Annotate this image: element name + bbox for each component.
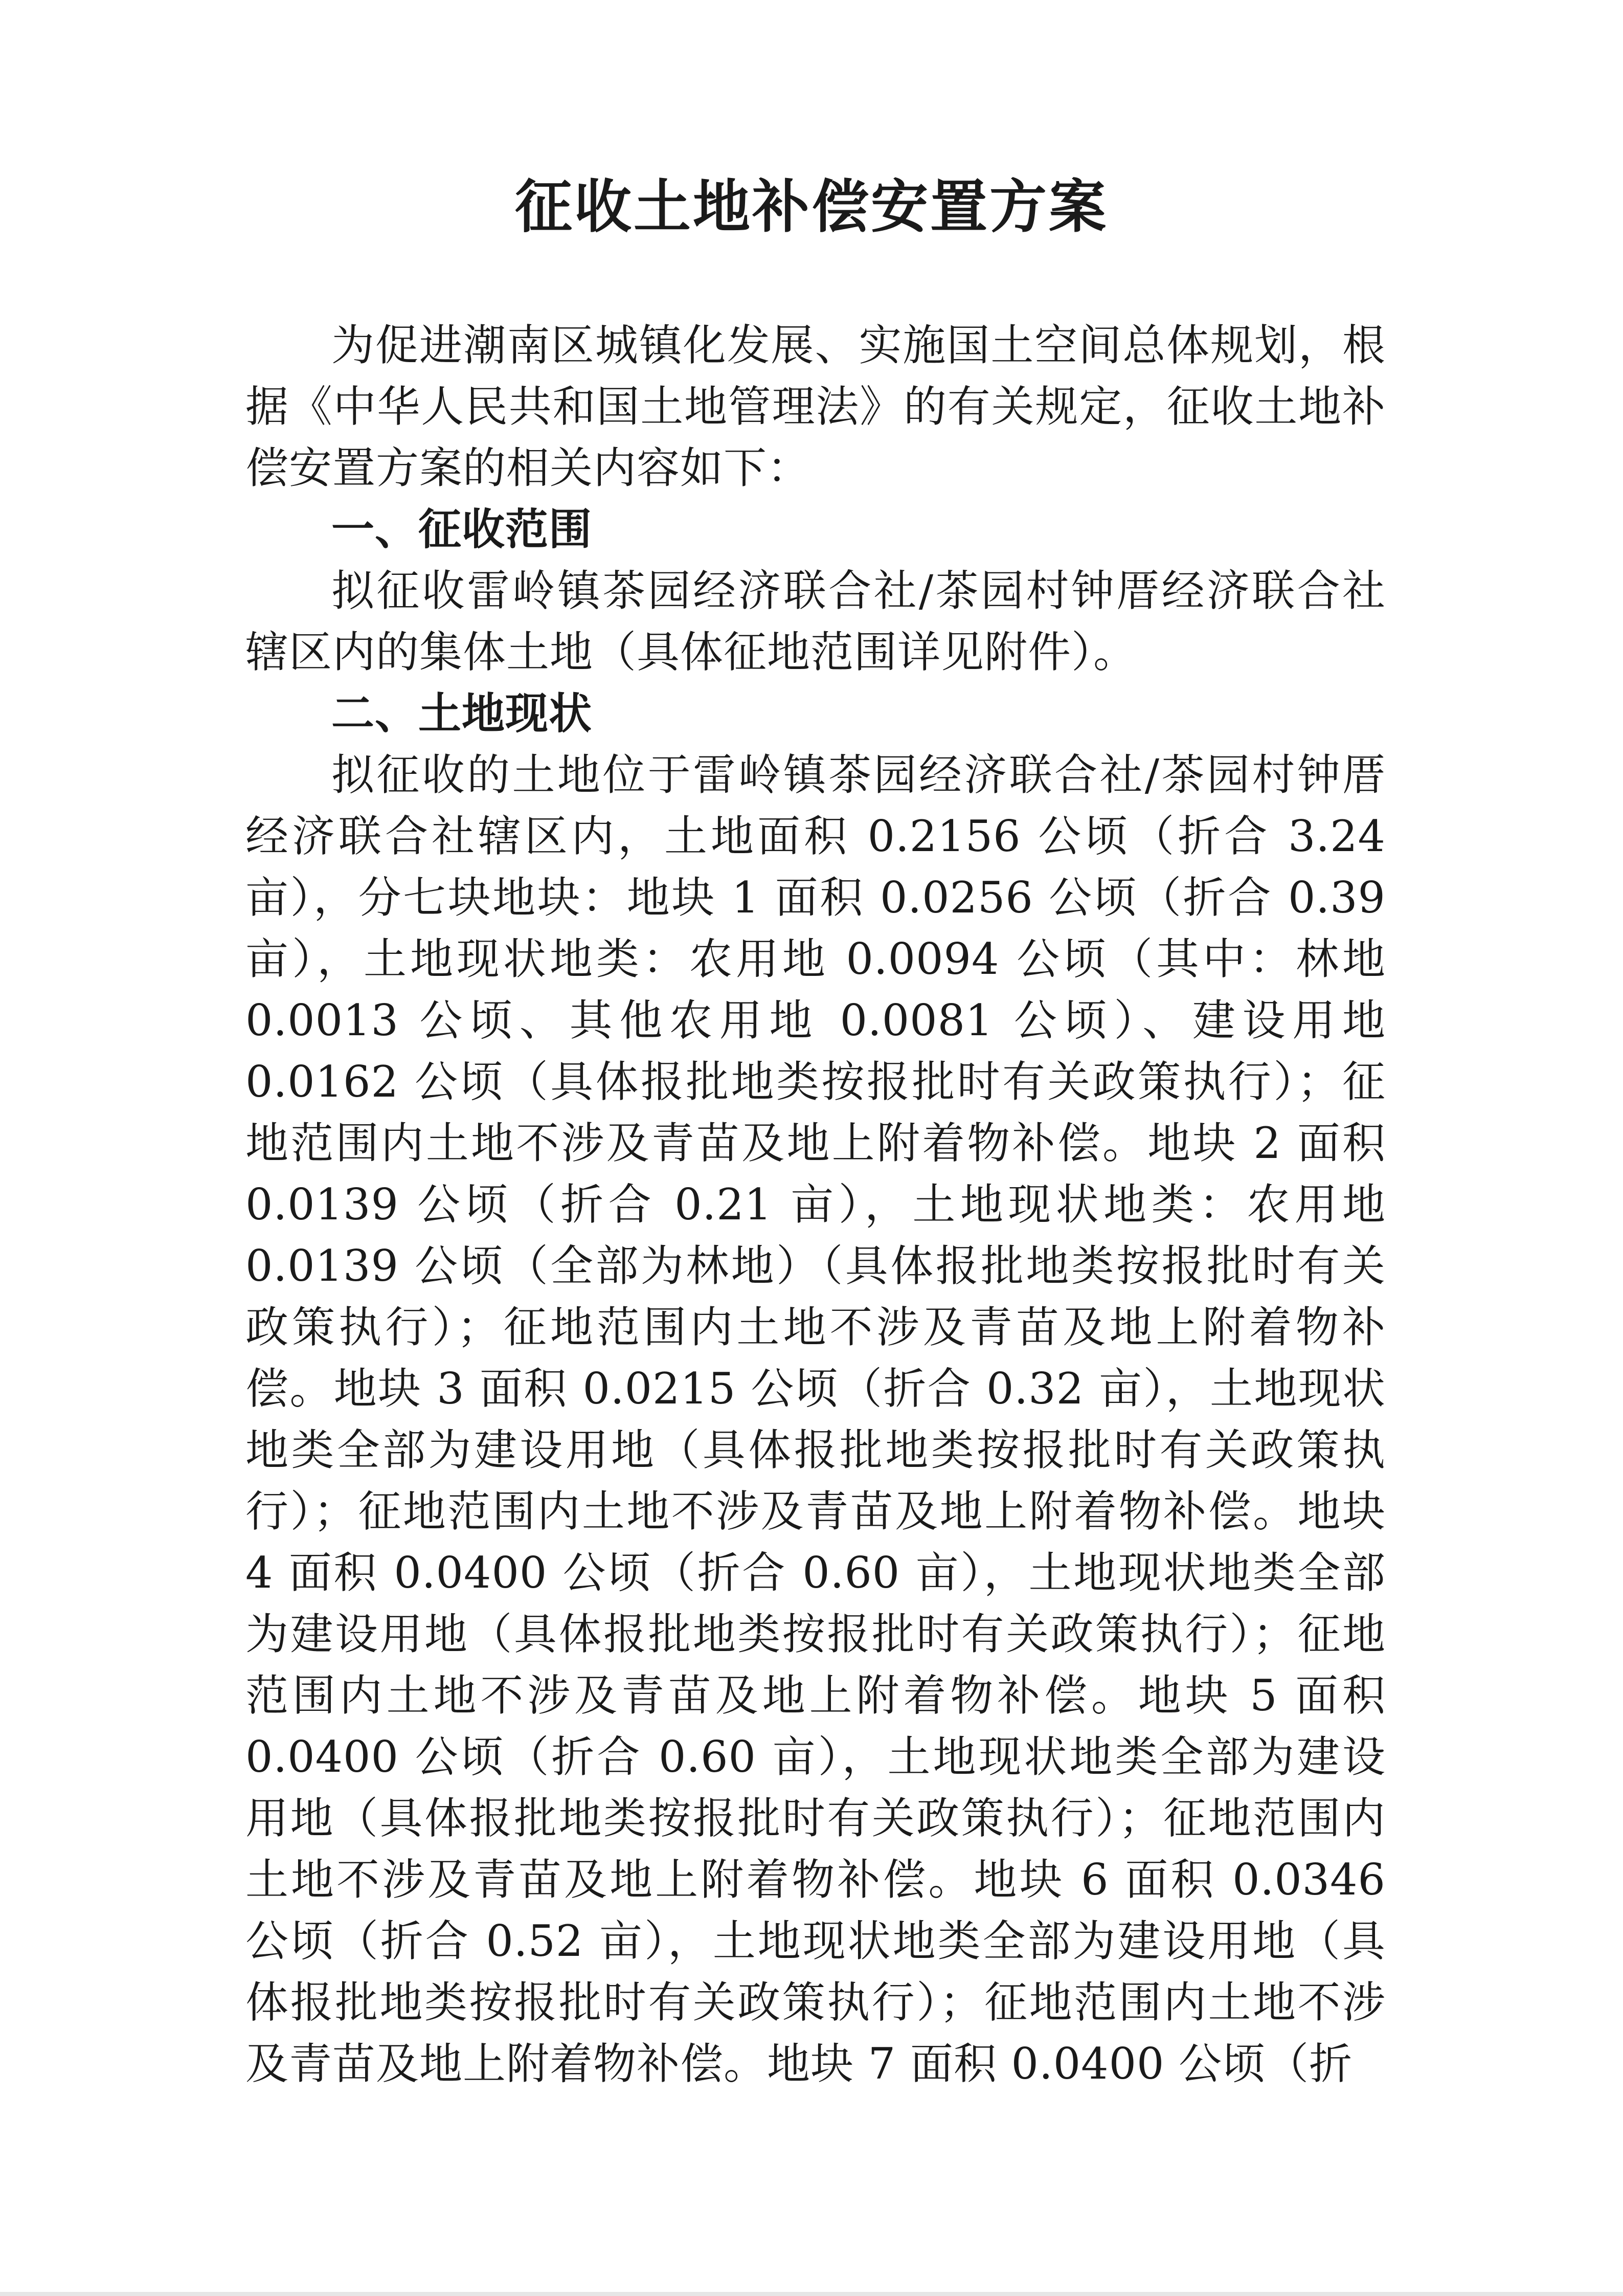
section-text-scope: 拟征收雷岭镇茶园经济联合社/茶园村钟厝经济联合社辖区内的集体土地（具体征地范围详见附件）。 <box>245 566 1386 677</box>
document-body <box>245 315 1386 2094</box>
section-heading-land-status: 二、土地现状 <box>331 688 593 739</box>
scan-bottom-edge <box>0 2292 1623 2296</box>
section-text-land-status: 拟征收的土地位于雷岭镇茶园经济联合社/茶园村钟厝经济联合社辖区内，土地面积 0.2156 公顷（折合 3.24 亩），分七块地块：地块 1 面积 0.0256 公顷（折合 0.39 亩），土地现状地类：农用地 0.0094 公顷（其中：林地 0.0013 公顷、其他农用地 0.0081 公顷）、建设用地 0.0162 公顷（具体报批地类按报批时有关政策执行）；征地范围内土地不涉及青苗及地上附着物补偿。地块 2 面积 0.0139 公顷（折合 0.21 亩），土地现状地类：农用地 0.0139 公顷（全部为林地）（具体报批地类按报批时有关政策执行）；征地范围内土地不涉及青苗及地上附着物补偿。地块 3 面积 0.0215 公顷（折合 0.32 亩），土地现状地类全部为建设用地（具体报批地类按报批时有关政策执行）；征地范围内土地不涉及青苗及地上附着物补偿。地块 4 面积 0.0400 公顷（折合 0.60 亩），土地现状地类全部为建设用地（具体报批地类按报批时有关政策执行）；征地范围内土地不涉及青苗及地上附着物补偿。地块 5 面积 0.0400 公顷（折合 0.60 亩），土地现状地类全部为建设用地（具体报批地类按报批时有关政策执行）；征地范围内土地不涉及青苗及地上附着物补偿。地块 6 面积 0.0346 公顷（折合 0.52 亩），土地现状地类全部为建设用地（具体报批地类按报批时有关政策执行）；征地范围内土地不涉及青苗及地上附着物补偿。地块 7 面积 0.0400 公顷（折 <box>245 750 1386 2089</box>
section-heading-scope: 一、征收范围 <box>331 504 593 554</box>
intro-paragraph: 为促进潮南区城镇化发展、实施国土空间总体规划，根据《中华人民共和国土地管理法》的有关规定，征收土地补偿安置方案的相关内容如下： <box>245 320 1386 493</box>
document-title: 征收土地补偿安置方案 <box>515 174 1108 240</box>
